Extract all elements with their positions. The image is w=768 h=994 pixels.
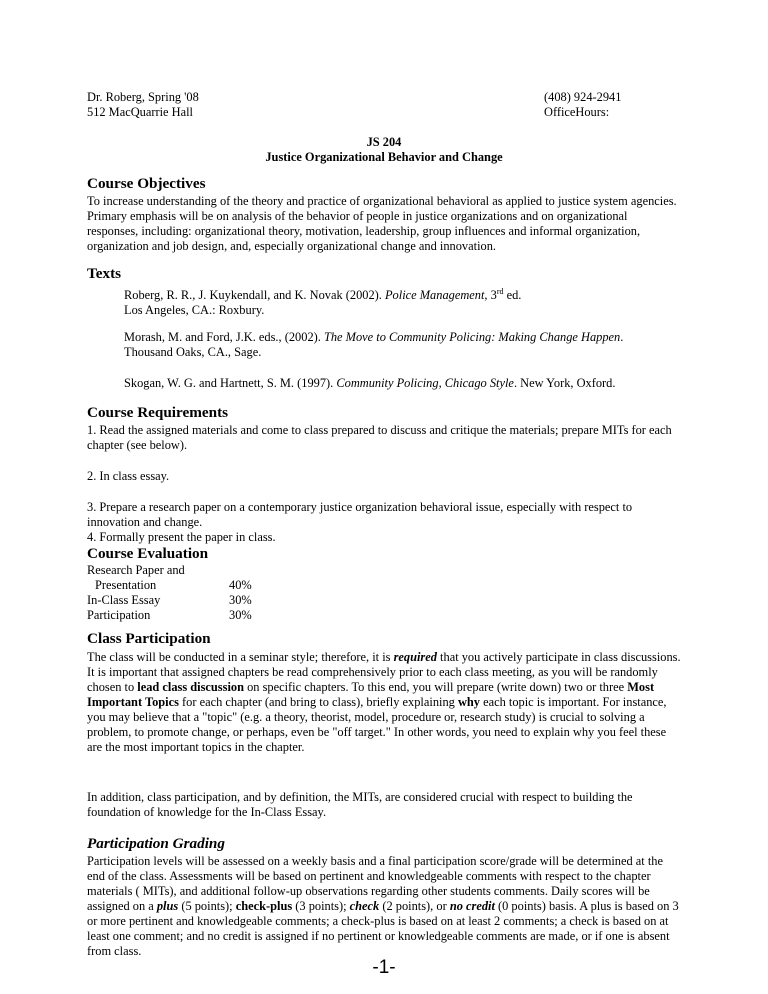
page-number: -1-: [372, 957, 396, 978]
evaluation-heading: Course Evaluation: [87, 545, 209, 562]
plus-emphasis: plus: [156, 899, 179, 913]
participation-paragraph-2: In addition, class participation, and by definition, the MITs, are considered crucial with respect to building the foundation of knowledge for the In-Class Essay.: [87, 790, 633, 819]
requirement-4: 4. Formally present the paper in class.: [87, 530, 276, 544]
book-title: Community Policing, Chicago Style: [336, 376, 514, 390]
requirements-heading: Course Requirements: [87, 404, 229, 421]
course-code: JS 204: [366, 135, 402, 149]
objectives-text: To increase understanding of the theory and practice of organizational behavioral as applied to justice system agencies. Primary emphasis will be on analysis of the behavior of people in justice organizations and on organizational responses, including: organizational theory, motivation, leadership, group influences and informal organization, organization and job design, and, especially organizational change and innovation.: [87, 194, 677, 253]
check-emphasis: check: [349, 899, 380, 913]
course-name: Justice Organizational Behavior and Change: [265, 150, 503, 164]
why-emphasis: why: [457, 695, 480, 709]
requirement-3: 3. Prepare a research paper on a contemporary justice organization behavioral issue, especially with respect to innovation and change.: [87, 500, 633, 529]
check-plus-emphasis: check-plus: [235, 899, 293, 913]
text-entry-3: Skogan, W. G. and Hartnett, S. M. (1997). Community Policing, Chicago Style. New York, Oxford.: [124, 376, 616, 390]
no-credit-emphasis: no credit: [449, 899, 495, 913]
requirement-1: 1. Read the assigned materials and come to class prepared to discuss and critique the materials; prepare MITs for each chapter (see below).: [87, 423, 672, 452]
contact-info: [544, 90, 621, 120]
mit-emphasis: Most Important Topics: [87, 680, 655, 709]
requirement-2: 2. In class essay.: [87, 469, 170, 483]
participation-heading: Class Participation: [87, 630, 211, 647]
objectives-heading: Course Objectives: [87, 175, 206, 192]
book-title: Police Management: [384, 288, 485, 303]
instructor-info: [87, 90, 199, 120]
phone-number: (408) 924-2941: [544, 90, 622, 104]
lead-discussion-emphasis: lead class discussion: [137, 680, 244, 694]
grading-paragraph: Participation levels will be assessed on a weekly basis and a final participation score/grade will be determined at the end of the class. Assessments will be based on pertinent and knowledgeable comments with respect to the chapter materials ( MITs), and additional follow-up observations regarding other students comments. Daily scores will be assigned on a plus (5 points); check-plus (3 points); check (2 points), or no credit (0 points) basis. A plus is based on 3 or more pertinent and knowledgeable comments; a check-plus is based on at least 2 comments; a check is based on at least one comment; and no credit is assigned if no pertinent or knowledgeable comments are made, or if one is absent from class.: [87, 854, 679, 958]
course-title: [87, 135, 681, 165]
instructor-name: Dr. Roberg, Spring '08: [87, 90, 199, 104]
grading-heading: Participation Grading: [87, 835, 225, 852]
office-location: 512 MacQuarrie Hall: [87, 105, 193, 119]
office-hours: OfficeHours:: [544, 105, 610, 119]
texts-heading: Texts: [87, 265, 122, 282]
text-entry-1: Roberg, R. R., J. Kuykendall, and K. Novak (2002). Police Management, 3rd ed. Los Angeles, CA.: Roxbury.: [124, 287, 522, 318]
text-entry-2: Morash, M. and Ford, J.K. eds., (2002). The Move to Community Policing: Making Change Happen. Thousand Oaks, CA., Sage.: [124, 330, 624, 359]
book-title: The Move to Community Policing: Making Change Happen: [323, 330, 621, 344]
participation-paragraph-1: The class will be conducted in a seminar style; therefore, it is required that you actively participate in class discussions. It is important that assigned chapters be read comprehensively prior to each class meeting, as you will be randomly chosen to lead class discussion on specific chapters. To this end, you will prepare (write down) two or three Most Important Topics for each chapter (and bring to class), briefly explaining why each topic is important. For instance, you may believe that a "topic" (e.g. a theory, theorist, model, procedure or, research study) is crucial to solving a problem, to promote change, or perhaps, even be "off target." In other words, you need to explain why you feel these are the most important topics in the chapter.: [87, 650, 681, 754]
required-emphasis: required: [393, 650, 437, 664]
